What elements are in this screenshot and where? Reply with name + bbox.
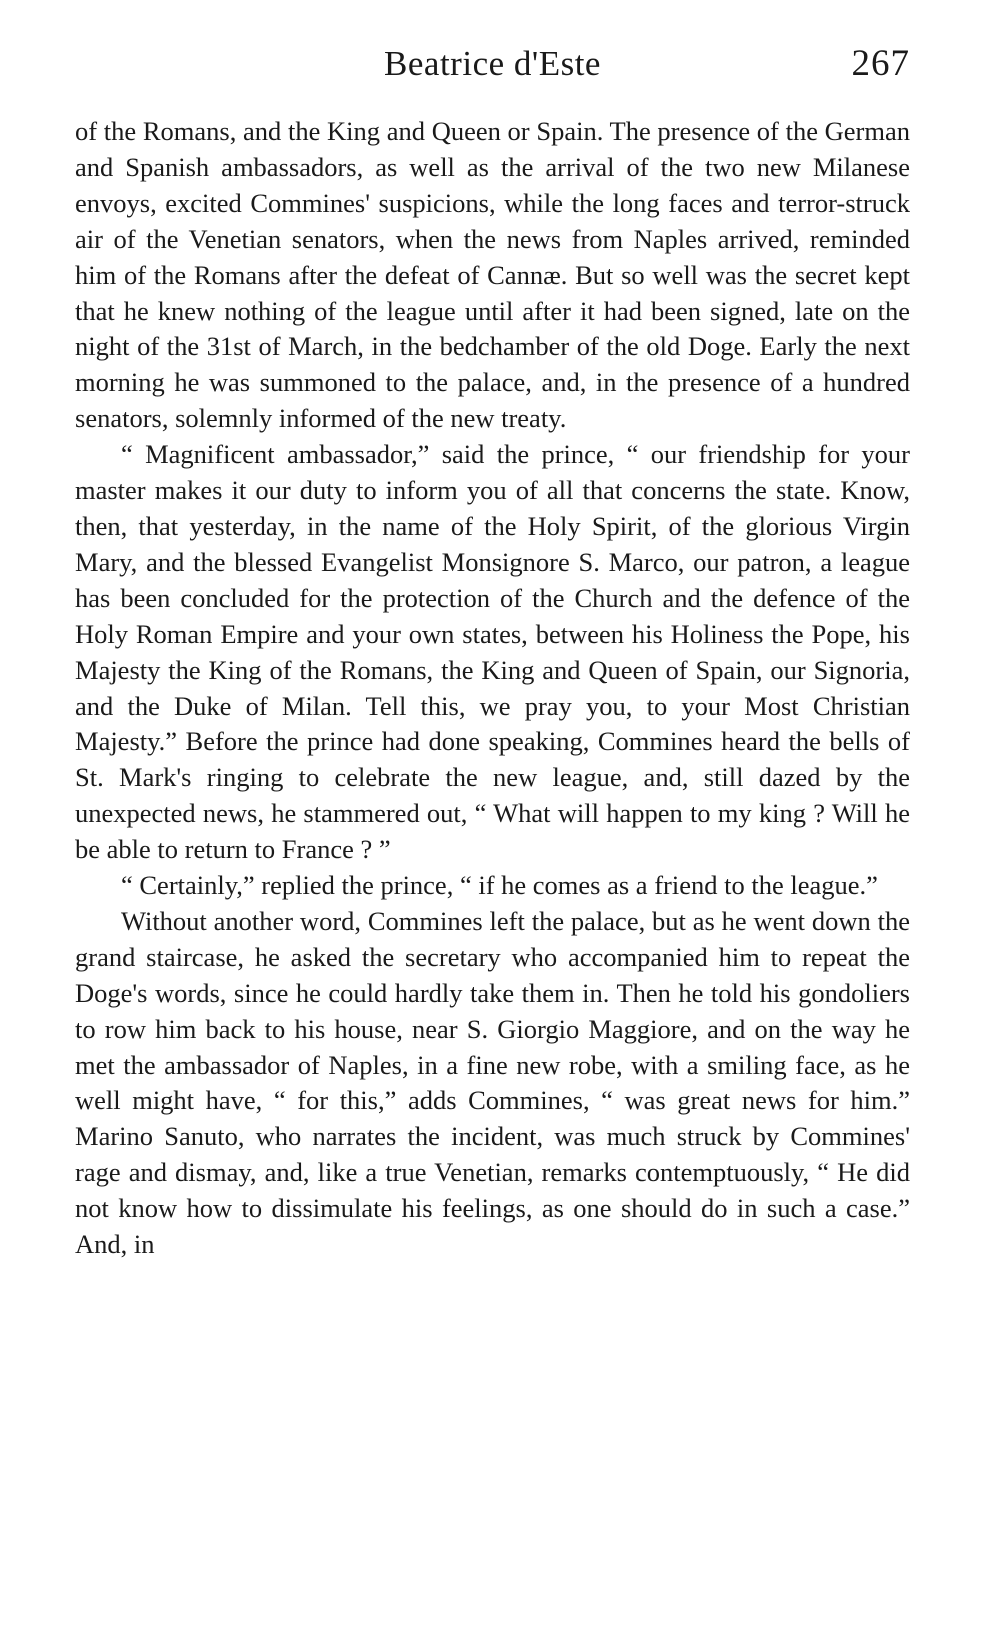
- paragraph-prince-reply: “ Certainly,” replied the prince, “ if he comes as a friend to the league.”: [121, 870, 878, 901]
- running-head: [75, 40, 910, 90]
- paragraph-doge-speech: “ Magnificent ambassador,” said the prince, “ our friendship for your master makes it our duty to inform you of all that concerns the state. Know, then, that yesterday, in the name of the Holy Spirit, of the glorious Virgin Mary, and the blessed Evangelist Monsignore S. Marco, our patron, a league has been concluded for the protection of the Church and the defence of the Holy Roman Empire and your own states, between his Holiness the Pope, his Majesty the King of the Romans, the King and Queen of Spain, our Signoria, and the Duke of Milan. Tell this, we pray you, to your Most Christian Majesty.” Before the prince had done speaking, Commines heard the bells of St. Mark's ringing to celebrate the new league, and, still dazed by the unexpected news, he stammered out, “ What will happen to my king ? Will he be able to return to France ? ”: [75, 439, 910, 865]
- running-title: Beatrice d'Este: [384, 44, 601, 83]
- page-number: 267: [851, 43, 910, 84]
- paragraph-commines-departure: Without another word, Commines left the palace, but as he went down the grand staircase, he asked the secretary who accompanied him to repeat the Doge's words, since he could hardly take them in. Then he told his gondoliers to row him back to his house, near S. Giorgio Maggiore, and on the way he met the ambassador of Naples, in a fine new robe, with a smiling face, as he well might have, “ for this,” adds Commines, “ was great news for him.” Marino Sanuto, who narrates the incident, was much struck by Commines' rage and dismay, and, like a true Venetian, remarks contemptuously, “ He did not know how to dissimulate his feelings, as one should do in such a case.” And, in: [75, 905, 910, 1260]
- paragraph-continued: of the Romans, and the King and Queen or Spain. The presence of the German and Spanish ambassadors, as well as the arrival of the two new Milanese envoys, excited Commines' suspicions, while the long faces and terror-struck air of the Venetian senators, when the news from Naples arrived, reminded him of the Romans after the defeat of Cannæ. But so well was the secret kept that he knew nothing of the league until after it had been signed, late on the night of the 31st of March, in the bedchamber of the old Doge. Early the next morning he was summoned to the palace, and, in the presence of a hundred senators, solemnly informed of the new treaty.: [75, 116, 910, 434]
- body-text: [75, 114, 910, 1263]
